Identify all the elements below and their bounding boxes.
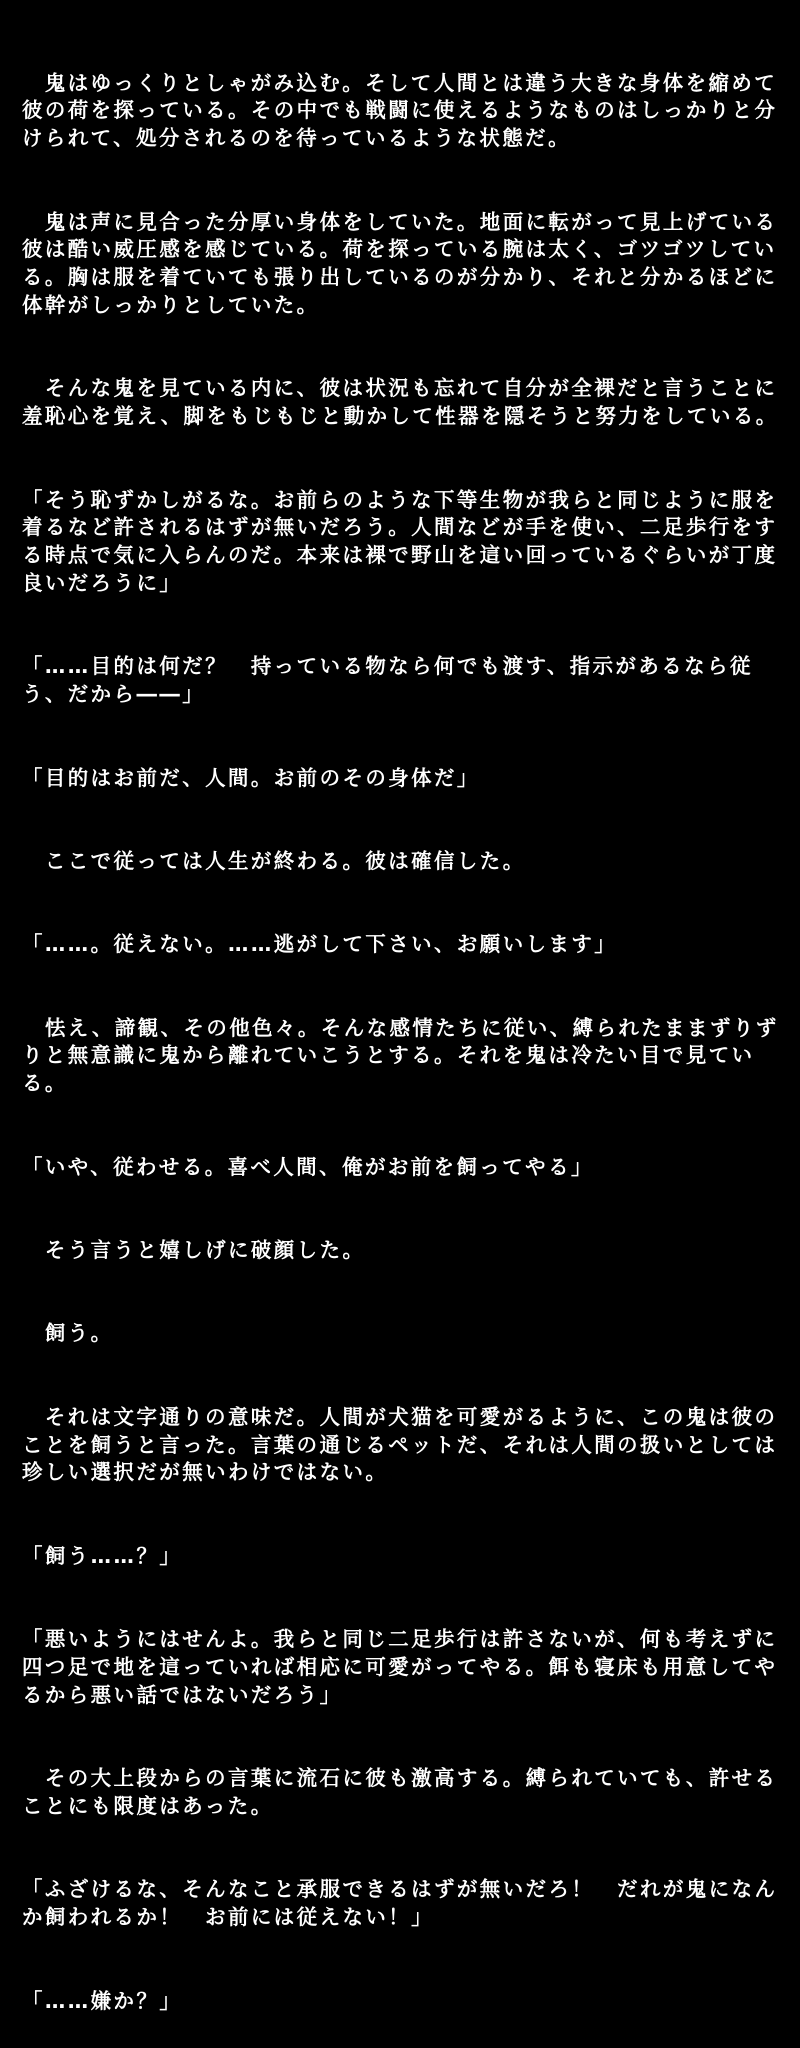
dialogue-9: 「……嫌か？」 (22, 1988, 183, 2013)
dialogue-6: 「飼う……？」 (22, 1543, 183, 1568)
paragraph-9: その大上段からの言葉に流石に彼も激高する。縛られていても、許せることにも限度はあった。 (22, 1766, 778, 1818)
paragraph-5: 怯え、諦観、その他色々。そんな感情たちに従い、縛られたままずりずりと無意識に鬼から離れていこうとする。それを鬼は冷たい目で見ている。 (22, 1015, 779, 1096)
dialogue-7: 「悪いようにはせんよ。我らと同じ二足歩行は許さないが、何も考えずに四つ足で地を這っていれば相応に可愛がってやる。餌も寝床も用意してやるから悪い話ではないだろう」 (22, 1627, 778, 1707)
dialogue-5: 「いや、従わせる。喜べ人間、俺がお前を飼ってやる」 (22, 1154, 594, 1179)
dialogue-1: 「そう恥ずかしがるな。お前らのような下等生物が我らと同じように服を着るなど許されるはずが無いだろう。人間などが手を使い、二足歩行をする時点で気に入らんのだ。本来は裸で野山を這い回っているぐらいが丁度良いだろうに」 (22, 487, 778, 595)
paragraph-7: 飼う。 (22, 1321, 114, 1346)
paragraph-1: 鬼はゆっくりとしゃがみ込む。そして人間とは違う大きな身体を縮めて彼の荷を探っている。その中でも戦闘に使えるようなものはしっかりと分けられて、処分されるのを待っているような状態だ。 (22, 70, 778, 151)
dialogue-4: 「……。従えない。……逃がして下さい、お願いします」 (22, 932, 618, 957)
paragraph-6: そう言うと嬉しげに破顔した。 (22, 1238, 366, 1263)
paragraph-4: ここで従っては人生が終わる。彼は確信した。 (22, 848, 526, 873)
dialogue-2: 「……目的は何だ？ 持っている物なら何でも渡す、指示があるなら従う、だから――」 (22, 654, 753, 707)
novel-text-body (22, 14, 780, 2048)
paragraph-2: 鬼は声に見合った分厚い身体をしていた。地面に転がって見上げている彼は酷い威圧感を感じている。荷を探っている腕は太く、ゴツゴツしている。胸は服を着ていても張り出しているのが分かり、それと分かるほどに体幹がしっかりとしていた。 (22, 209, 778, 317)
dialogue-3: 「目的はお前だ、人間。お前のその身体だ」 (22, 765, 480, 790)
paragraph-8: それは文字通りの意味だ。人間が犬猫を可愛がるように、この鬼は彼のことを飼うと言った。言葉の通じるペットだ、それは人間の扱いとしては珍しい選択だが無いわけではない。 (22, 1404, 778, 1485)
dialogue-8: 「ふざけるな、そんなこと承服できるはずが無いだろ！ だれが鬼になんか飼われるか！ お前には従えない！」 (22, 1877, 778, 1930)
paragraph-3: そんな鬼を見ている内に、彼は状況も忘れて自分が全裸だと言うことに羞恥心を覚え、脚をもじもじと動かして性器を隠そうと努力をしている。 (22, 376, 779, 429)
